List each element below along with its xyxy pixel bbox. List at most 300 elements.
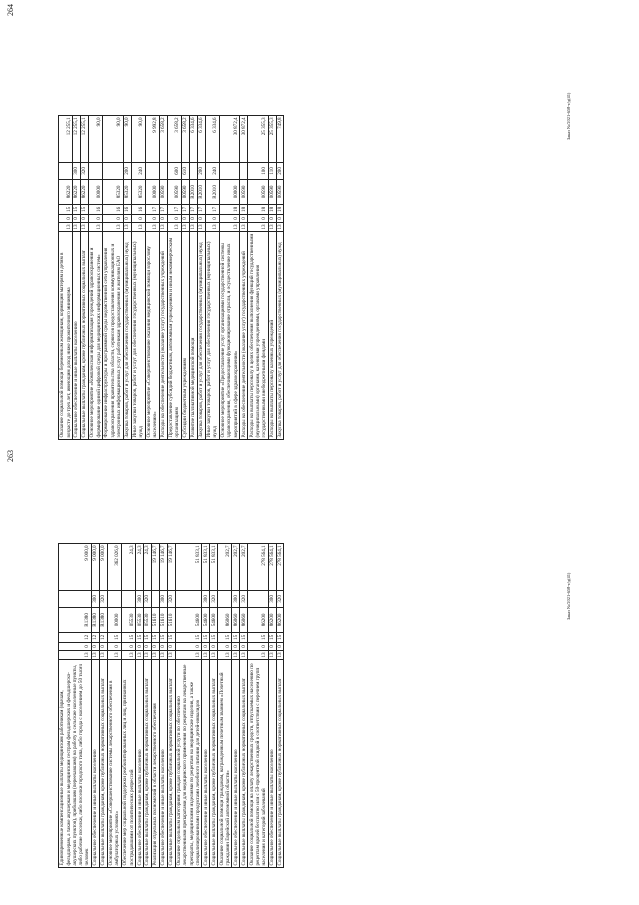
row-csr-cell: 54600 xyxy=(175,607,202,632)
row-pr-cell: 17 xyxy=(159,204,167,214)
row-pr-cell: 12 xyxy=(59,632,92,642)
row-pr-cell: 15 xyxy=(59,204,73,214)
table-row xyxy=(167,115,181,439)
row-sum-cell: 6 334,6 xyxy=(197,115,205,162)
row-vr-cell: 200 xyxy=(197,162,205,179)
row-csr-cell: 86060 xyxy=(240,607,248,632)
row-csr-cell: 00590 xyxy=(248,179,268,204)
row-sum-cell: 202,7 xyxy=(240,543,248,590)
row-sum-cell: 12 255,1 xyxy=(73,115,81,162)
row-rz-cell: 0 xyxy=(268,214,276,222)
row-pr-cell: 18 xyxy=(248,204,268,214)
row-gr-cell: 13 xyxy=(81,224,88,230)
row-vr-cell xyxy=(103,162,123,179)
row-name-cell: Предоставление субсидий бюджетным, автономным учреждениям и иным некоммерческим организациям xyxy=(167,232,181,440)
row-csr-cell: 00000 xyxy=(219,179,239,204)
row-csr-cell: 51610 xyxy=(167,607,175,632)
row-csr-cell: R2010 xyxy=(205,179,219,204)
row-vr-cell xyxy=(145,162,159,179)
row-vr-cell xyxy=(88,162,102,179)
row-vr-cell: 320 xyxy=(240,590,248,607)
row-gr-cell: 13 xyxy=(240,224,247,230)
row-csr-cell: 86220 xyxy=(73,179,81,204)
row-rz-cell: 0 xyxy=(159,642,167,650)
row-pr-cell: 12 xyxy=(92,632,100,642)
row-rz-cell: 0 xyxy=(276,214,284,222)
table-row xyxy=(103,115,123,439)
row-sum-cell: 6 334,6 xyxy=(205,115,219,162)
table-row xyxy=(99,543,107,867)
row-gr-cell: 13 xyxy=(175,650,202,659)
row-rz-cell: 0 xyxy=(248,214,268,222)
footer-right: Заказ №/2021-658-т/д(41) xyxy=(566,92,571,140)
row-sum-cell: 9 992,8 xyxy=(145,115,159,162)
row-name-cell: Основное мероприятие «Совершенствование оказания медицинской помощи взрослому населению» xyxy=(145,232,159,440)
table-row xyxy=(175,543,202,867)
row-name-cell: Оказание социальной помощи на оплату лекарственных средств, отпускаемых населению по рецептам врачей бесплатно или с 50-процентной скидкой в соответствии с перечнем групп населения и категорий заболеваний xyxy=(248,660,268,868)
row-name-cell: Иные закупки товаров, работ и услуг для обеспечения государственных (муниципальных) нужд xyxy=(131,232,145,440)
row-rz-cell: 0 xyxy=(59,214,73,222)
row-sum-cell: 51 833,1 xyxy=(210,543,218,590)
row-pr-cell: 15 xyxy=(122,632,136,642)
row-csr-cell: 00590 xyxy=(167,179,181,204)
row-csr-cell: 51610 xyxy=(159,607,167,632)
row-vr-cell xyxy=(218,590,232,607)
row-gr-cell: 13 xyxy=(198,224,205,230)
table-row xyxy=(219,115,239,439)
row-pr-cell: 17 xyxy=(205,204,219,214)
row-name-cell: Расходы на обеспечение деятельности (оказание услуг) государственных учреждений xyxy=(159,232,167,440)
row-vr-cell xyxy=(248,590,268,607)
row-csr-cell: 00590 xyxy=(268,179,276,204)
row-name-cell: Единовременные компенсационные выплаты медицинским работникам (врачам, фельдшерам, а также акушеркам и медицинским сестрам фельдшерских и фельдшерско-акушерских пунктов), прибывшим (переехавшим) на работу в сельские населенные пункты, либо рабочие поселки, либо поселки городского типа, либо города с населением до 50 тысяч человек xyxy=(59,660,92,868)
row-name-cell: Закупка товаров, работ и услуг для обеспечения государственных (муниципальных) нужд xyxy=(123,232,131,440)
row-vr-cell: 610 xyxy=(181,162,189,179)
row-name-cell: Социальное обеспечение и иные выплаты населению xyxy=(92,660,100,868)
row-pr-cell: 15 xyxy=(248,632,268,642)
row-sum-cell: 3 658,2 xyxy=(167,115,181,162)
row-csr-cell: 86220 xyxy=(59,179,73,204)
row-vr-cell: 600 xyxy=(167,162,181,179)
row-gr-cell: 13 xyxy=(136,652,143,658)
row-vr-cell: 240 xyxy=(205,162,219,179)
row-sum-cell: 19 146,7 xyxy=(159,543,167,590)
table-row xyxy=(276,543,284,867)
row-csr-cell: 85320 xyxy=(103,179,123,204)
row-gr-cell: 13 xyxy=(73,224,80,230)
row-name-cell: Социальные выплаты гражданам, кроме публичных нормативных социальных выплат xyxy=(167,660,175,868)
row-name-cell: Иные закупки товаров, работ и услуг для обеспечения государственных (муниципальных) нужд xyxy=(205,232,219,440)
row-pr-cell: 15 xyxy=(268,632,276,642)
row-name-cell: Расходы на обеспечение деятельности (оказание услуг) государственных учреждений xyxy=(240,232,248,440)
table-row xyxy=(248,115,268,439)
row-csr-cell: 85320 xyxy=(131,179,145,204)
row-pr-cell: 15 xyxy=(175,632,202,642)
row-sum-cell: 19 146,7 xyxy=(167,543,175,590)
row-pr-cell: 15 xyxy=(73,204,81,214)
right-page-table xyxy=(58,20,284,440)
table-row xyxy=(268,115,276,439)
row-rz-cell: 0 xyxy=(268,642,276,650)
row-gr-cell: 13 xyxy=(131,222,145,231)
row-vr-cell: 300 xyxy=(136,590,144,607)
row-csr-cell: 05530 xyxy=(144,607,152,632)
row-gr-cell: 13 xyxy=(218,650,232,659)
row-vr-cell: 320 xyxy=(81,162,89,179)
row-csr-cell: 05530 xyxy=(122,607,136,632)
row-rz-cell: 0 xyxy=(144,642,152,650)
row-rz-cell: 0 xyxy=(123,214,131,222)
row-rz-cell: 0 xyxy=(145,214,159,222)
row-sum-cell: 9 000,0 xyxy=(92,543,100,590)
page-number-263: 263 xyxy=(6,450,15,462)
row-rz-cell: 0 xyxy=(202,642,210,650)
row-gr-cell: 13 xyxy=(167,222,181,231)
row-vr-cell: 200 xyxy=(276,162,284,179)
row-vr-cell xyxy=(189,162,197,179)
table-row xyxy=(268,543,276,867)
row-gr-cell: 13 xyxy=(160,224,167,230)
table-row xyxy=(232,543,240,867)
table-row xyxy=(210,543,218,867)
row-sum-cell: 90,0 xyxy=(131,115,145,162)
row-name-cell: Развитие паллиативной медицинской помощи xyxy=(189,232,197,440)
row-name-cell: Основное мероприятие «Комплексная информатизация учреждений здравоохранения и формирование единой цифровой среды для медицинских информационных систем» xyxy=(88,232,102,440)
row-csr-cell: R1380 xyxy=(99,607,107,632)
row-csr-cell: 54600 xyxy=(202,607,210,632)
row-sum-cell: 51 833,1 xyxy=(202,543,210,590)
row-csr-cell: 00590 xyxy=(181,179,189,204)
row-gr-cell: 13 xyxy=(248,222,268,231)
row-pr-cell: 15 xyxy=(144,632,152,642)
table-row xyxy=(136,543,144,867)
row-name-cell: Закупка товаров, работ и услуг для обеспечения государственных (муниципальных) нужд xyxy=(197,232,205,440)
row-pr-cell: 18 xyxy=(219,204,239,214)
row-name-cell: Социальные выплаты гражданам, кроме публичных нормативных социальных выплат xyxy=(144,660,152,868)
row-rz-cell: 0 xyxy=(189,214,197,222)
row-rz-cell: 0 xyxy=(218,642,232,650)
row-csr-cell: 86060 xyxy=(218,607,232,632)
row-sum-cell: 12 255,1 xyxy=(81,115,89,162)
row-gr-cell: 13 xyxy=(59,222,73,231)
table-row xyxy=(107,543,121,867)
row-gr-cell: 13 xyxy=(92,652,99,658)
row-sum-cell: 6 334,6 xyxy=(189,115,197,162)
row-pr-cell: 16 xyxy=(103,204,123,214)
row-pr-cell: 15 xyxy=(218,632,232,642)
row-pr-cell: 15 xyxy=(159,632,167,642)
table-row xyxy=(189,115,197,439)
table-row xyxy=(88,115,102,439)
row-rz-cell: 0 xyxy=(92,642,100,650)
row-name-cell: Социальные выплаты гражданам, кроме публичных нормативных социальных выплат xyxy=(276,660,284,868)
row-name-cell: Реализация отдельных полномочий в области лекарственного обеспечения xyxy=(152,660,160,868)
row-name-cell: Социальные выплаты гражданам, кроме публичных нормативных социальных выплат xyxy=(99,660,107,868)
row-sum-cell: 24,3 xyxy=(122,543,136,590)
row-name-cell: Социальное обеспечение и иные выплаты населению xyxy=(73,232,81,440)
row-name-cell: Оказание социальной помощи гражданам, награжденным почетным званием «Почетный гражданин Еврейской автономной области» xyxy=(218,660,232,868)
row-sum-cell: 202,7 xyxy=(232,543,240,590)
table-row xyxy=(92,543,100,867)
row-csr-cell: 86200 xyxy=(276,607,284,632)
row-sum-cell: 25 355,3 xyxy=(268,115,276,162)
row-vr-cell: 320 xyxy=(210,590,218,607)
row-pr-cell: 16 xyxy=(123,204,131,214)
row-pr-cell: 12 xyxy=(99,632,107,642)
row-csr-cell: 05530 xyxy=(136,607,144,632)
row-gr-cell: 13 xyxy=(269,224,275,230)
row-vr-cell xyxy=(152,590,160,607)
row-rz-cell: 0 xyxy=(175,642,202,650)
row-rz-cell: 0 xyxy=(181,214,189,222)
row-gr-cell: 13 xyxy=(168,652,175,658)
row-vr-cell xyxy=(107,590,121,607)
row-vr-cell: 110 xyxy=(268,162,276,179)
table-row xyxy=(159,543,167,867)
row-rz-cell: 0 xyxy=(103,214,123,222)
row-rz-cell: 0 xyxy=(122,642,136,650)
row-sum-cell: 19 146,7 xyxy=(152,543,160,590)
row-pr-cell: 15 xyxy=(210,632,218,642)
row-sum-cell: 30 872,4 xyxy=(219,115,239,162)
row-name-cell: Оказание социальной помощи беременным женщинам, кормящим матерям и детям в возрасте до трех лет, имеющим доход ниже прожиточного минимума xyxy=(59,232,73,440)
row-pr-cell: 15 xyxy=(232,632,240,642)
row-csr-cell: 00000 xyxy=(88,179,102,204)
table-row xyxy=(248,543,268,867)
table-row xyxy=(73,115,81,439)
row-rz-cell: 0 xyxy=(59,642,92,650)
row-pr-cell: 15 xyxy=(81,204,89,214)
table-row xyxy=(181,115,189,439)
row-gr-cell: 13 xyxy=(122,650,136,659)
row-rz-cell: 0 xyxy=(219,214,239,222)
row-vr-cell: 300 xyxy=(202,590,210,607)
row-csr-cell: R2010 xyxy=(197,179,205,204)
row-vr-cell: 300 xyxy=(232,590,240,607)
row-sum-cell: 9 000,0 xyxy=(59,543,92,590)
row-rz-cell: 0 xyxy=(167,214,181,222)
row-sum-cell: 278 564,1 xyxy=(276,543,284,590)
row-name-cell: Социальное обеспечение и иные выплаты населению xyxy=(159,660,167,868)
row-gr-cell: 13 xyxy=(144,652,151,658)
row-name-cell: Социальное обеспечение и иные выплаты населению xyxy=(202,660,210,868)
row-csr-cell: R2010 xyxy=(189,179,197,204)
row-vr-cell: 300 xyxy=(159,590,167,607)
table-row xyxy=(144,543,152,867)
table-row xyxy=(202,543,210,867)
row-csr-cell: 85320 xyxy=(123,179,131,204)
row-gr-cell: 13 xyxy=(145,222,159,231)
row-gr-cell: 13 xyxy=(88,222,102,231)
row-sum-cell: 9 000,0 xyxy=(99,543,107,590)
table-row xyxy=(276,115,284,439)
row-rz-cell: 0 xyxy=(248,642,268,650)
row-csr-cell: 54600 xyxy=(210,607,218,632)
row-pr-cell: 18 xyxy=(276,204,284,214)
row-sum-cell: 278 564,1 xyxy=(268,543,276,590)
row-name-cell: Расходы на выплаты персоналу казенных учреждений xyxy=(268,232,276,440)
row-name-cell: Основное мероприятие «Предоставление услуг организациями государственной системы здравоохранения, обеспечивающими функционирование отрасли, и осуществление иных мероприятий в сфере здравоохранения» xyxy=(219,232,239,440)
row-rz-cell: 0 xyxy=(81,214,89,222)
row-vr-cell xyxy=(175,590,202,607)
row-vr-cell: 320 xyxy=(167,590,175,607)
row-gr-cell: 13 xyxy=(152,652,159,658)
row-name-cell: Субсидии бюджетным учреждениям xyxy=(181,232,189,440)
row-vr-cell: 320 xyxy=(99,590,107,607)
row-name-cell: Социальное обеспечение и иные выплаты населению xyxy=(268,660,276,868)
row-vr-cell: 320 xyxy=(276,590,284,607)
row-rz-cell: 0 xyxy=(136,642,144,650)
row-sum-cell: 278 564,1 xyxy=(248,543,268,590)
left-page-table xyxy=(58,448,284,868)
row-vr-cell xyxy=(240,162,248,179)
row-gr-cell: 13 xyxy=(107,650,121,659)
row-gr-cell: 13 xyxy=(190,224,197,230)
row-sum-cell: 202,7 xyxy=(218,543,232,590)
row-rz-cell: 0 xyxy=(167,642,175,650)
row-csr-cell: R1380 xyxy=(59,607,92,632)
row-pr-cell: 15 xyxy=(202,632,210,642)
table-row xyxy=(59,115,73,439)
row-vr-cell xyxy=(59,162,73,179)
row-rz-cell: 0 xyxy=(88,214,102,222)
row-pr-cell: 18 xyxy=(268,204,276,214)
row-name-cell: Расходы на выплаты персоналу в целях обеспечения выполнения функций государственными (муниципальными) органами, казенными учреждениями, органами управления государственными внебюджетными фондами xyxy=(248,232,268,440)
row-pr-cell: 16 xyxy=(88,204,102,214)
table-row xyxy=(122,543,136,867)
row-rz-cell: 0 xyxy=(197,214,205,222)
table-row xyxy=(159,115,167,439)
row-rz-cell: 0 xyxy=(99,642,107,650)
row-rz-cell: 0 xyxy=(159,214,167,222)
row-vr-cell xyxy=(122,590,136,607)
row-gr-cell: 13 xyxy=(240,652,247,658)
row-vr-cell: 300 xyxy=(92,590,100,607)
row-sum-cell: 3 658,2 xyxy=(181,115,189,162)
row-vr-cell: 300 xyxy=(73,162,81,179)
row-rz-cell: 0 xyxy=(107,642,121,650)
row-pr-cell: 17 xyxy=(167,204,181,214)
row-pr-cell: 15 xyxy=(240,632,248,642)
row-gr-cell: 13 xyxy=(103,222,123,231)
row-rz-cell: 0 xyxy=(232,642,240,650)
row-sum-cell: 90,0 xyxy=(123,115,131,162)
row-pr-cell: 15 xyxy=(276,632,284,642)
table-row xyxy=(59,543,92,867)
row-gr-cell: 13 xyxy=(232,652,239,658)
row-sum-cell: 51 833,1 xyxy=(175,543,202,590)
page-number-264: 264 xyxy=(6,4,15,16)
row-vr-cell: 300 xyxy=(268,590,276,607)
table-row xyxy=(145,115,159,439)
row-sum-cell: 24,3 xyxy=(144,543,152,590)
table-row xyxy=(218,543,232,867)
row-sum-cell: 3 658,2 xyxy=(159,115,167,162)
row-sum-cell: 362 026,0 xyxy=(107,543,121,590)
row-name-cell: Обеспечение мер социальной поддержки реабилитированных лиц и лиц, признанных пострадавшими от политических репрессий xyxy=(122,660,136,868)
row-rz-cell: 0 xyxy=(240,214,248,222)
row-name-cell: Закупка товаров, работ и услуг для обеспечения государственных (муниципальных) нужд xyxy=(276,232,284,440)
row-pr-cell: 17 xyxy=(181,204,189,214)
row-name-cell: Основное мероприятие «Совершенствование системы лекарственного обеспечения в амбулаторных условиях» xyxy=(107,660,121,868)
row-csr-cell: 00590 xyxy=(159,179,167,204)
row-sum-cell: 90,0 xyxy=(88,115,102,162)
row-csr-cell: 51610 xyxy=(152,607,160,632)
table-row xyxy=(240,543,248,867)
row-name-cell: Социальные выплаты гражданам, кроме публичных нормативных социальных выплат xyxy=(210,660,218,868)
row-name-cell: Социальные выплаты гражданам, кроме публичных нормативных социальных выплат xyxy=(240,660,248,868)
row-sum-cell: 25 355,3 xyxy=(248,115,268,162)
row-gr-cell: 13 xyxy=(276,224,283,230)
row-csr-cell: 00590 xyxy=(240,179,248,204)
table-row xyxy=(167,543,175,867)
table-row xyxy=(205,115,219,439)
row-csr-cell: 86220 xyxy=(81,179,89,204)
row-name-cell: Формирование инфраструктуры и программной среды ведомственной сети управления здравоохранения правительства области, сервисов предоставления коммуникационных и электронных информационных услуг работникам здравоохранения и жителям ЕАО xyxy=(103,232,123,440)
table-row xyxy=(123,115,131,439)
row-pr-cell: 17 xyxy=(189,204,197,214)
row-pr-cell: 15 xyxy=(136,632,144,642)
row-sum-cell: 12 255,1 xyxy=(59,115,73,162)
row-rz-cell: 0 xyxy=(73,214,81,222)
row-name-cell: Социальное обеспечение и иные выплаты населению xyxy=(232,660,240,868)
row-gr-cell: 13 xyxy=(182,224,189,230)
row-pr-cell: 15 xyxy=(152,632,160,642)
row-rz-cell: 0 xyxy=(210,642,218,650)
table-row xyxy=(81,115,89,439)
row-name-cell: Социальные выплаты гражданам, кроме публичных нормативных социальных выплат xyxy=(81,232,89,440)
row-csr-cell: 86060 xyxy=(232,607,240,632)
row-gr-cell: 13 xyxy=(123,224,130,230)
row-vr-cell: 100 xyxy=(248,162,268,179)
table-row xyxy=(131,115,145,439)
row-pr-cell: 15 xyxy=(107,632,121,642)
row-csr-cell: 00000 xyxy=(107,607,121,632)
row-vr-cell xyxy=(59,590,92,607)
row-csr-cell: 00000 xyxy=(145,179,159,204)
row-rz-cell: 0 xyxy=(152,642,160,650)
row-csr-cell: 86200 xyxy=(248,607,268,632)
table-row xyxy=(240,115,248,439)
row-pr-cell: 17 xyxy=(145,204,159,214)
row-gr-cell: 13 xyxy=(160,652,167,658)
row-vr-cell xyxy=(159,162,167,179)
row-gr-cell: 13 xyxy=(205,222,219,231)
row-pr-cell: 17 xyxy=(197,204,205,214)
row-name-cell: Оказание отдельным категориям граждан социальной услуги по обеспечению лекарственными препаратами для медицинского применения по рецептам на лекарственные препараты, медицинскими изделиями по рецептам на медицинские изделия, а также специализированными продуктами лечебного питания для детей-инвалидов xyxy=(175,660,202,868)
row-rz-cell: 0 xyxy=(276,642,284,650)
row-gr-cell: 13 xyxy=(59,650,92,659)
row-vr-cell: 240 xyxy=(131,162,145,179)
row-gr-cell: 13 xyxy=(202,652,209,658)
row-vr-cell xyxy=(219,162,239,179)
row-csr-cell: 86200 xyxy=(268,607,276,632)
row-gr-cell: 13 xyxy=(269,652,275,658)
row-vr-cell: 200 xyxy=(123,162,131,179)
row-csr-cell: 00590 xyxy=(276,179,284,204)
row-vr-cell: 320 xyxy=(144,590,152,607)
row-pr-cell: 18 xyxy=(240,204,248,214)
row-rz-cell: 0 xyxy=(205,214,219,222)
row-rz-cell: 0 xyxy=(131,214,145,222)
row-sum-cell: 30 872,4 xyxy=(240,115,248,162)
row-gr-cell: 13 xyxy=(210,652,217,658)
table-row xyxy=(152,543,160,867)
row-rz-cell: 0 xyxy=(240,642,248,650)
row-gr-cell: 13 xyxy=(219,222,239,231)
row-pr-cell: 15 xyxy=(167,632,175,642)
table-row xyxy=(197,115,205,439)
